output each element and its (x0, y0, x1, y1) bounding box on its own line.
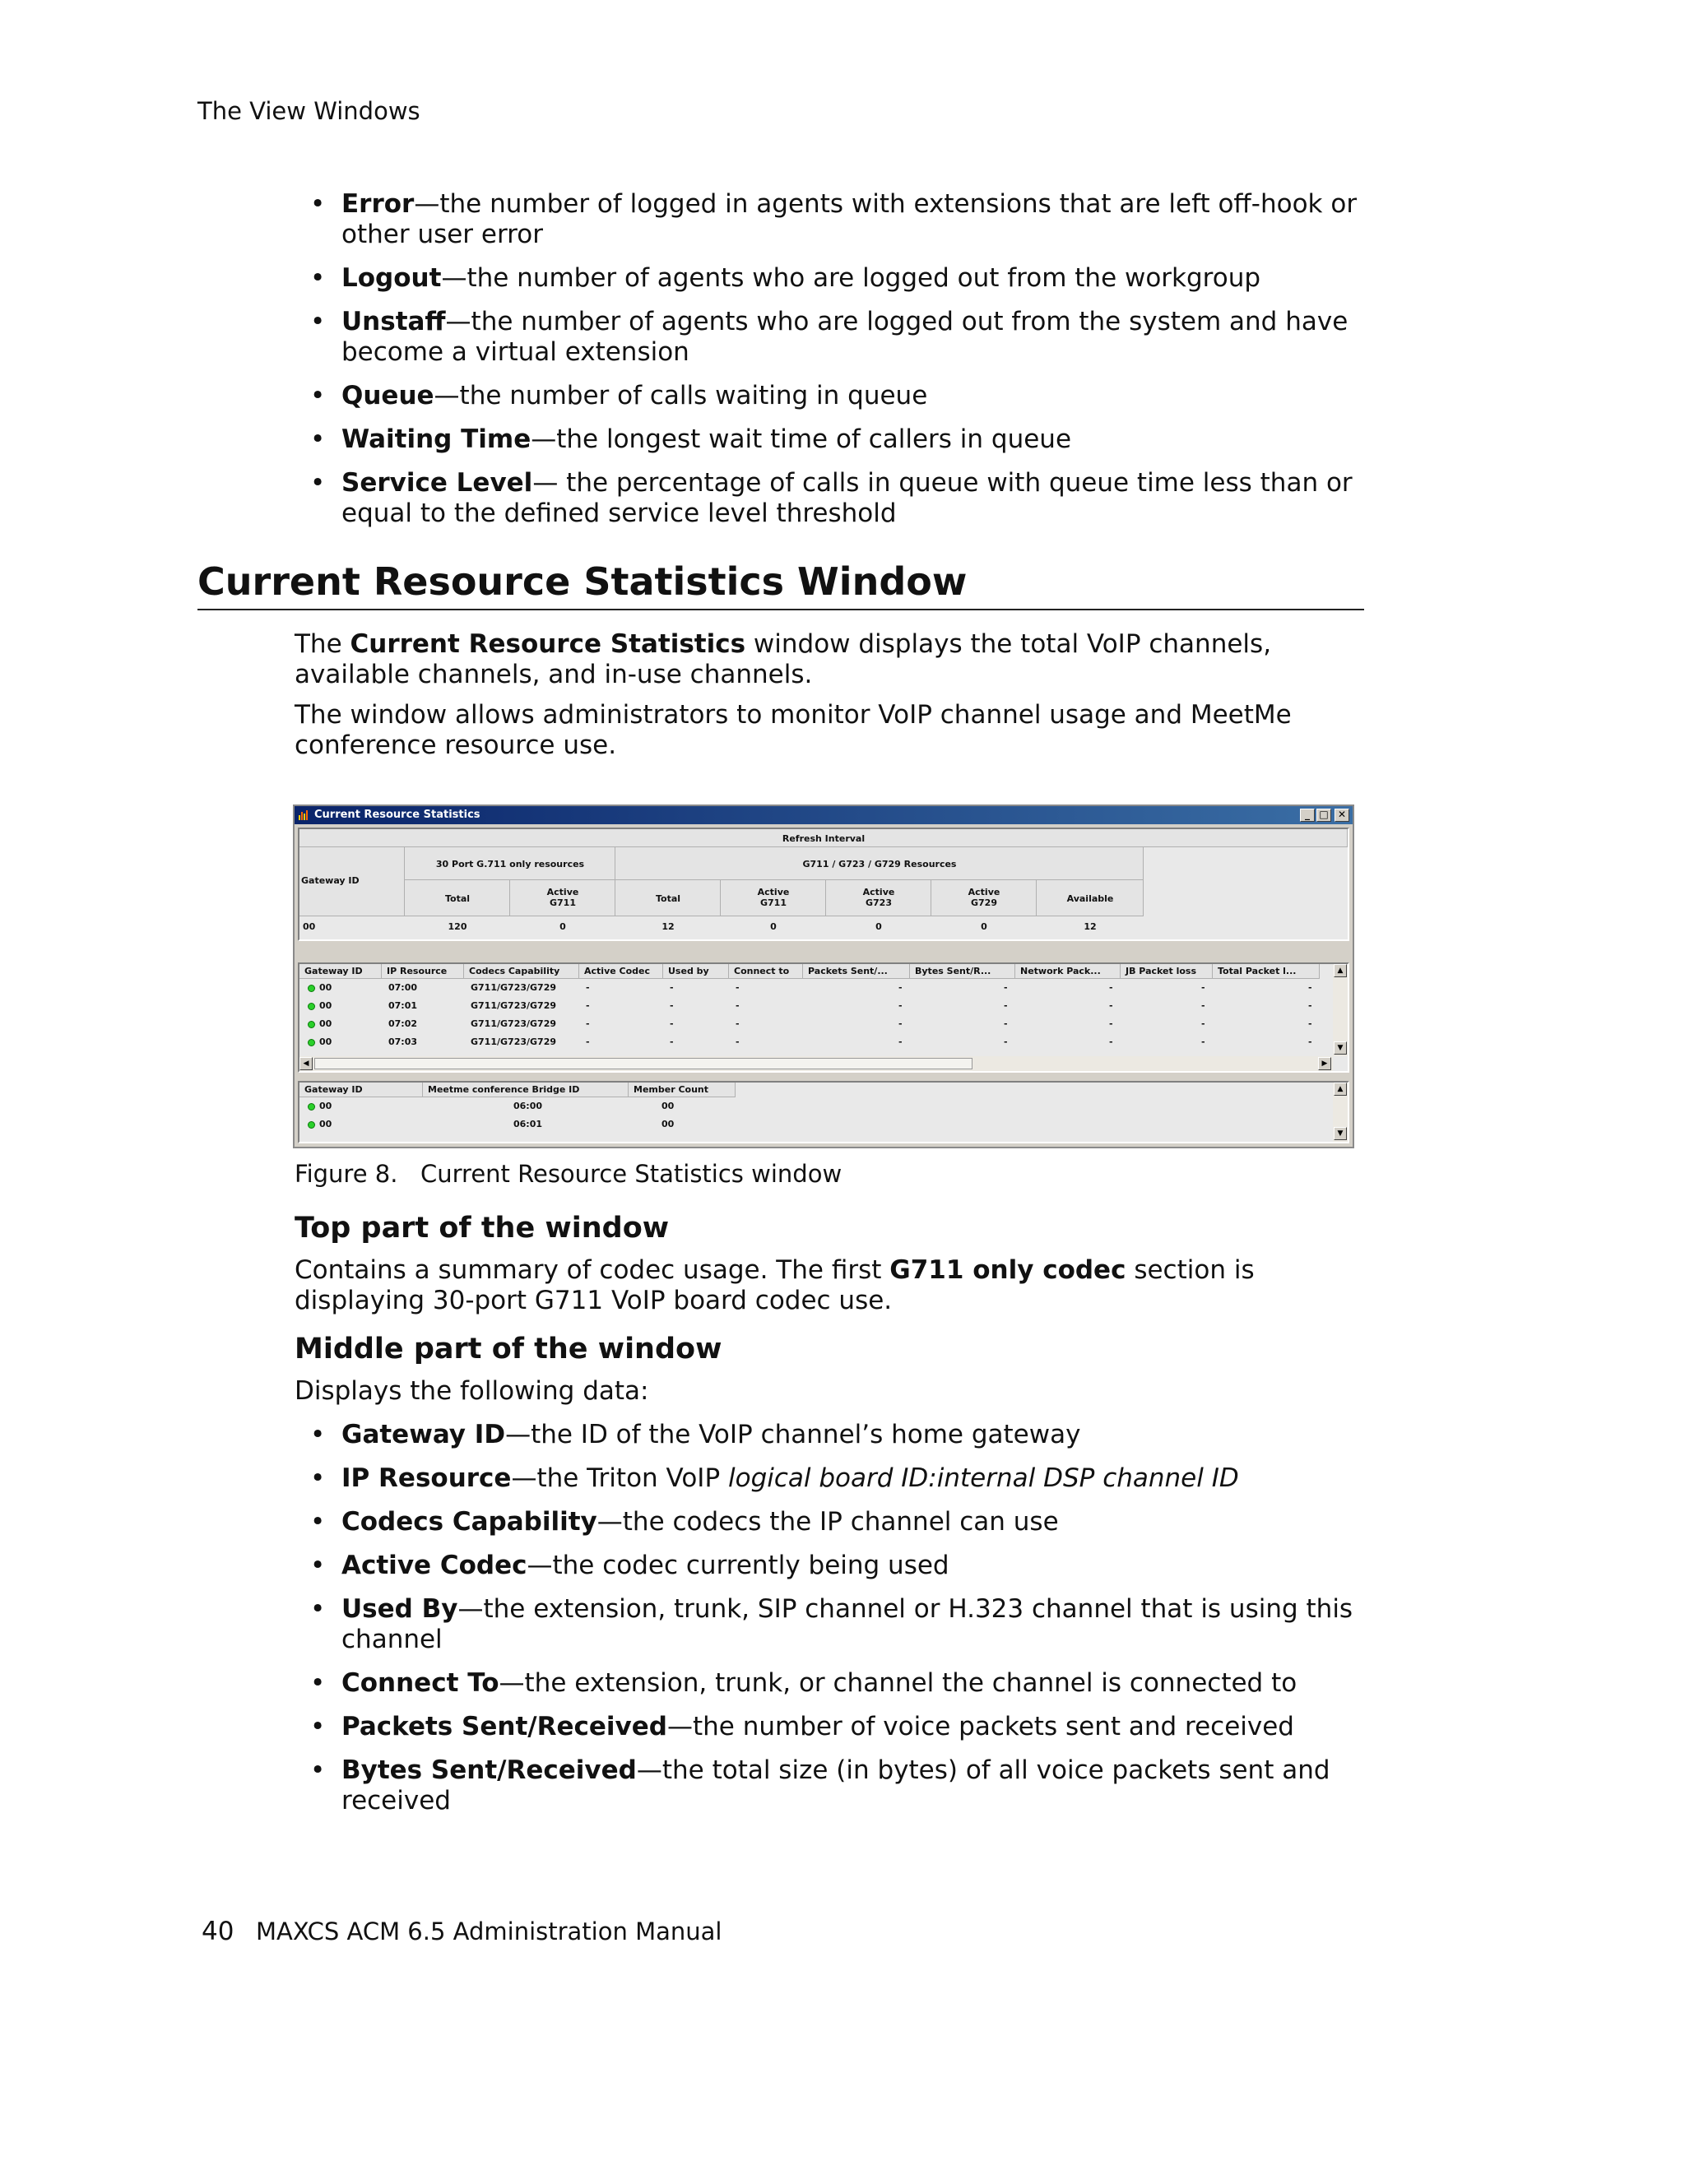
summary-value: 120 (448, 921, 467, 932)
meetme-column-header[interactable] (299, 1083, 423, 1097)
channel-cell: 00 (319, 982, 332, 993)
channel-cell: 00 (319, 1036, 332, 1047)
status-dot-icon (308, 1003, 315, 1010)
channel-cell: - (1004, 1018, 1008, 1029)
list-item: • IP Resource—the Triton VoIP logical board ID:internal DSP channel ID (341, 1463, 1378, 1494)
list-item: • Queue—the number of calls waiting in queue (341, 381, 1378, 411)
col-active-g711: Active G711 (546, 887, 579, 908)
summary-value: 0 (875, 921, 882, 932)
summary-value: 0 (559, 921, 566, 932)
middle-part-heading: Middle part of the window (295, 1333, 722, 1366)
list-item: • Connect To—the extension, trunk, or channel the channel is connected to (341, 1668, 1378, 1699)
column-header-label: Codecs Capability (469, 966, 560, 976)
channel-cell: 07:01 (388, 1000, 418, 1011)
list-item: • Packets Sent/Received—the number of voice packets sent and received (341, 1712, 1378, 1742)
channel-cell: - (1004, 982, 1008, 993)
channel-cell: - (736, 1036, 740, 1047)
scroll-up-button[interactable]: ▲ (1334, 964, 1347, 977)
column-header-label: Used by (668, 966, 709, 976)
channel-cell: - (898, 1036, 903, 1047)
channel-column-header[interactable] (803, 964, 910, 979)
column-header-label: IP Resource (387, 966, 448, 976)
channel-cell: - (1109, 1000, 1113, 1011)
col-total-g711: Total (444, 893, 471, 904)
channel-cell: 07:02 (388, 1018, 418, 1029)
status-dot-icon (308, 1121, 315, 1129)
section-divider (197, 609, 1364, 610)
column-header-label: Packets Sent/... (808, 966, 888, 976)
column-header-label: Active Codec (584, 966, 651, 976)
column-header-label: Member Count (634, 1084, 709, 1095)
summary-value: 0 (770, 921, 777, 932)
channel-cell: G711/G723/G729 (471, 1036, 557, 1047)
channel-cell: - (670, 1036, 674, 1047)
top-part-paragraph: Contains a summary of codec usage. The first G711 only codec section is displaying 30-port G711 VoIP board codec use. (295, 1255, 1255, 1315)
scroll-down-button[interactable]: ▼ (1334, 1127, 1347, 1140)
running-head: The View Windows (197, 97, 420, 125)
vertical-scrollbar[interactable] (1333, 1083, 1348, 1142)
channel-cell: - (1109, 1036, 1113, 1047)
scroll-thumb[interactable] (314, 1058, 972, 1069)
channel-cell: - (898, 1018, 903, 1029)
channel-column-header[interactable] (910, 964, 1015, 979)
summary-value: 12 (1084, 921, 1097, 932)
channel-cell: G711/G723/G729 (471, 1000, 557, 1011)
channel-column-header[interactable] (1121, 964, 1213, 979)
channel-column-header[interactable] (729, 964, 803, 979)
maximize-button[interactable]: □ (1316, 809, 1331, 822)
channel-column-header[interactable] (464, 964, 579, 979)
section-title: Current Resource Statistics Window (197, 559, 968, 604)
channel-cell: 00 (319, 1000, 332, 1011)
scroll-left-button[interactable]: ◀ (299, 1057, 313, 1070)
summary-gateway: 00 (303, 921, 316, 932)
scroll-up-button[interactable]: ▲ (1334, 1083, 1347, 1096)
channel-cell: 07:00 (388, 982, 418, 993)
channel-cell: - (898, 982, 903, 993)
meetme-cell: 00 (319, 1101, 332, 1111)
intro-paragraph-1: The Current Resource Statistics window displays the total VoIP channels, available channels, and in-use channels. (295, 629, 1272, 689)
column-header-label: JB Packet loss (1126, 966, 1197, 976)
channel-cell: - (736, 1018, 740, 1029)
column-header-label: Meetme conference Bridge ID (428, 1084, 580, 1095)
list-item: • Active Codec—the codec currently being used (341, 1551, 1378, 1581)
col-active-g711-2: Active G711 (757, 887, 790, 908)
meetme-cell: 00 (319, 1119, 332, 1129)
column-header-label: Gateway ID (304, 1084, 363, 1095)
gateway-id-label: Gateway ID (301, 875, 360, 886)
chart-icon (298, 809, 309, 821)
channel-cell: - (1201, 1036, 1205, 1047)
channel-cell: - (586, 1018, 590, 1029)
channel-cell: - (1308, 1000, 1312, 1011)
summary-value: 0 (981, 921, 987, 932)
figure-caption: Figure 8. Current Resource Statistics window (295, 1160, 842, 1188)
close-button[interactable]: ✕ (1335, 809, 1349, 822)
g711-group-label: 30 Port G.711 only resources (435, 859, 585, 869)
channel-cell: G711/G723/G729 (471, 1018, 557, 1029)
list-item: • Bytes Sent/Received—the total size (in bytes) of all voice packets sent and received (341, 1755, 1378, 1816)
page-footer (202, 1917, 722, 1946)
channel-cell: - (1201, 982, 1205, 993)
meetme-cell: 00 (661, 1119, 675, 1129)
channel-cell: - (1004, 1000, 1008, 1011)
list-item: • Codecs Capability—the codecs the IP channel can use (341, 1507, 1378, 1537)
intro-paragraph-2: The window allows administrators to monitor VoIP channel usage and MeetMe conference resource use. (295, 700, 1292, 760)
meetme-column-header[interactable] (629, 1083, 736, 1097)
channel-cell: - (898, 1000, 903, 1011)
minimize-button[interactable]: _ (1300, 809, 1315, 822)
codec-group-label: G711 / G723 / G729 Resources (802, 859, 957, 869)
resource-statistics-window (293, 805, 1354, 1148)
channel-cell: - (1308, 1036, 1312, 1047)
channel-cell: - (1201, 1018, 1205, 1029)
channel-column-header[interactable] (299, 964, 382, 979)
channel-cell: - (670, 1000, 674, 1011)
meetme-list-panel (298, 1081, 1349, 1143)
middle-part-lead: Displays the following data: (295, 1376, 649, 1406)
status-dot-icon (308, 1021, 315, 1028)
vertical-scrollbar[interactable] (1333, 964, 1348, 1056)
manual-title: MAXCS ACM 6.5 Administration Manual (256, 1917, 722, 1945)
scroll-right-button[interactable]: ▶ (1318, 1057, 1331, 1070)
list-item: • Error—the number of logged in agents with extensions that are left off-hook or other user error (341, 189, 1378, 250)
channel-cell: - (586, 982, 590, 993)
list-item: • Logout—the number of agents who are logged out from the workgroup (341, 263, 1378, 294)
list-item: • Used By—the extension, trunk, SIP channel or H.323 channel that is using this channel (341, 1594, 1378, 1655)
meetme-column-header[interactable] (423, 1083, 629, 1097)
col-active-g723: Active G723 (862, 887, 895, 908)
channel-cell: - (586, 1000, 590, 1011)
channel-column-header[interactable] (579, 964, 663, 979)
meetme-cell: 06:00 (513, 1101, 543, 1111)
refresh-interval-label: Refresh Interval (782, 833, 866, 844)
scroll-down-button[interactable]: ▼ (1334, 1041, 1347, 1055)
channel-cell: - (1004, 1036, 1008, 1047)
channel-column-header[interactable] (382, 964, 464, 979)
channel-cell: G711/G723/G729 (471, 982, 557, 993)
channel-cell: 00 (319, 1018, 332, 1029)
channel-cell: - (1308, 982, 1312, 993)
window-titlebar (295, 806, 1353, 824)
channel-column-header[interactable] (1015, 964, 1121, 979)
list-item: • Waiting Time—the longest wait time of callers in queue (341, 424, 1378, 455)
channel-cell: - (670, 1018, 674, 1029)
window-title: Current Resource Statistics (314, 809, 480, 821)
channel-column-header[interactable] (663, 964, 729, 979)
list-item: • Service Level— the percentage of calls in queue with queue time less than or equal to the defined service level threshold (341, 468, 1378, 529)
channel-cell: - (1201, 1000, 1205, 1011)
summary-panel (298, 828, 1349, 941)
meetme-cell: 06:01 (513, 1119, 543, 1129)
channel-cell: - (736, 982, 740, 993)
channel-cell: - (1109, 982, 1113, 993)
column-header-label: Total Packet l... (1218, 966, 1297, 976)
list-item: • Unstaff—the number of agents who are logged out from the system and have become a virtual extension (341, 307, 1378, 368)
channel-cell: - (586, 1036, 590, 1047)
page-number: 40 (202, 1917, 234, 1946)
channel-list-panel (298, 962, 1349, 1073)
meetme-cell: 00 (661, 1101, 675, 1111)
col-available: Available (1066, 893, 1114, 904)
column-header-label: Gateway ID (304, 966, 363, 976)
status-dot-icon (308, 985, 315, 992)
col-active-g729: Active G729 (968, 887, 1000, 908)
list-item: • Gateway ID—the ID of the VoIP channel’s home gateway (341, 1420, 1378, 1450)
channel-cell: - (670, 982, 674, 993)
status-dot-icon (308, 1103, 315, 1111)
column-header-label: Network Pack... (1020, 966, 1101, 976)
status-dot-icon (308, 1039, 315, 1046)
channel-cell: - (1109, 1018, 1113, 1029)
horizontal-scrollbar[interactable] (299, 1056, 1333, 1071)
channel-cell: 07:03 (388, 1036, 418, 1047)
summary-value: 12 (661, 921, 675, 932)
channel-cell: - (736, 1000, 740, 1011)
column-header-label: Bytes Sent/R... (915, 966, 991, 976)
column-header-label: Connect to (734, 966, 790, 976)
channel-column-header[interactable] (1213, 964, 1320, 979)
top-part-heading: Top part of the window (295, 1212, 670, 1245)
col-total: Total (655, 893, 681, 904)
channel-cell: - (1308, 1018, 1312, 1029)
